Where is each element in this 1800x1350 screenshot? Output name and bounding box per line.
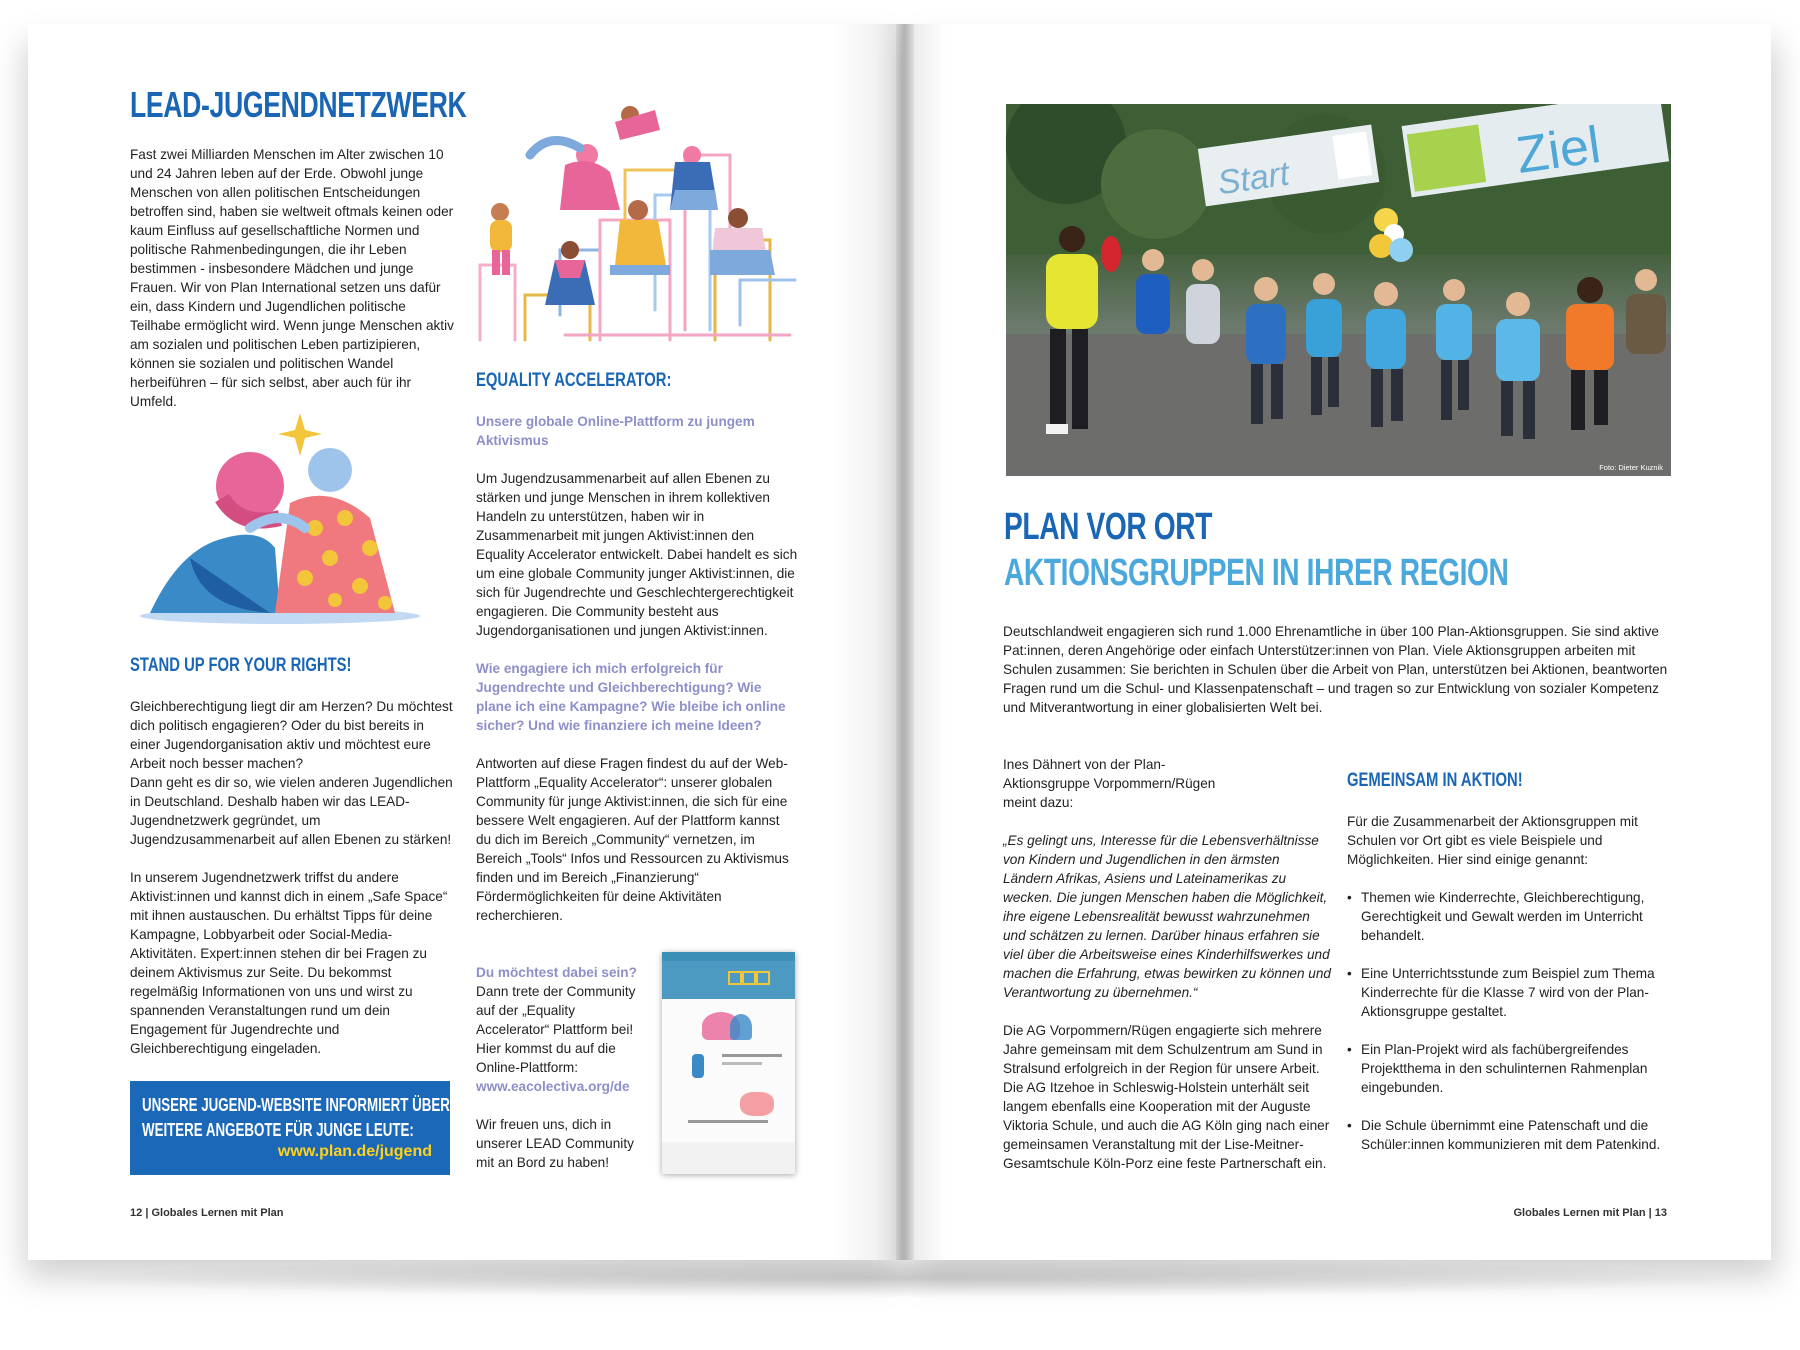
hug-illustration bbox=[130, 408, 440, 628]
lead-intro bbox=[130, 145, 455, 411]
gemeinsam-list bbox=[1347, 888, 1672, 1154]
cta-link[interactable]: www.plan.de/jugend bbox=[277, 1143, 432, 1160]
banner-ziel-text: Ziel bbox=[1512, 115, 1604, 186]
right-footer-sep: | bbox=[1648, 1207, 1655, 1219]
right-page-number: 13 bbox=[1654, 1207, 1667, 1219]
join-block bbox=[476, 963, 648, 1172]
lead-title: LEAD-JUGENDNETZWERK bbox=[130, 84, 467, 125]
book-shadow bbox=[40, 1258, 1760, 1298]
equality-p1: Um Jugendzusammenarbeit auf allen Ebenen zu stärken und junge Menschen in ihrem kollektiven Handeln zu unterstützen, haben wir in Zusammenarbeit mit jungen Aktivist:innen den Equality Accelerator entwickelt. Dabei handelt es sich um eine globale Community junger Aktivist:innen, die sich für Jugendrechte und Geschlechtergerechtigkeit engagieren. Die Community besteht aus Jugendorganisationen und jungen Aktivist:innen. bbox=[476, 471, 798, 638]
stand-up-p1: Gleichberechtigung liegt dir am Herzen? Du möchtest dich politisch engagieren? Oder du bist bereits in einer Jugendorganisation aktiv und möchtest eure Arbeit noch besser machen? bbox=[130, 699, 453, 771]
cta-line1: UNSERE JUGEND-WEBSITE INFORMIERT ÜBER bbox=[142, 1095, 450, 1115]
quote-text: „Es gelingt uns, Interesse für die Lebensverhältnisse von Kindern und Jugendlichen in den ärmsten Ländern Afrikas, Asiens und Lateinamerikas zu wecken. Die jungen Menschen haben die Möglichkeit, ihre eigene Lebensrealität bewusst wahrzunehmen und schätzen zu lernen. Darüber hinaus erfahren sie viel über die Arbeitsweise eines Kinderhilfswerkes und machen die Erfahrung, etwas bewirken zu können und Verantwortung zu übernehmen.“ bbox=[1003, 833, 1331, 1000]
screenshot-header-bar bbox=[662, 952, 795, 961]
join-question: Du möchtest dabei sein? bbox=[476, 965, 637, 980]
page-gutter bbox=[896, 24, 914, 1260]
left-footer-sep: | bbox=[145, 1207, 152, 1219]
equality-subtitle: Unsere globale Online-Plattform zu jungem Aktivismus bbox=[476, 414, 755, 448]
ag-text: Die AG Vorpommern/Rügen engagierte sich mehrere Jahre gemeinsam mit dem Schulzentrum am Sund in Stralsund erfolgreich in der Region für unsere Arbeit. Die AG Itzehoe in Schleswig-Holstein unterhält seit langem ebenfalls eine Kooperation mit der Auguste Viktoria Schule, und auch die AG Köln ging nach einer gemeinsamen Veranstaltung mit der Lise-Meitner-Gesamtschule Köln-Porz eine feste Partnerschaft ein. bbox=[1003, 1023, 1330, 1171]
list-item: • Ein Plan-Projekt wird als fachübergreifendes Projektthema in den schulinternen Rahmenplan eingebunden. bbox=[1347, 1040, 1672, 1097]
gemeinsam-heading: GEMEINSAM IN AKTION! bbox=[1347, 770, 1523, 791]
lead-intro-text: Fast zwei Milliarden Menschen im Alter zwischen 10 und 24 Jahren leben auf der Erde. Obwohl junge Menschen von allen politischen Entscheidungen betroffen sind, haben sie weltweit oftmals keinen oder kaum Einfluss auf gesellschaftliche Normen und politische Rahmenbedingungen, die ihr Leben bestimmen - insbesondere Mädchen und junge Frauen. Wir von Plan International setzen uns dafür ein, dass Kindern und Jugendlichen politische Teilhabe ermöglicht wird. Wenn junge Menschen aktiv am sozialen und politischen Leben partizipieren, können sie sozialen und politischen Wandel herbeiführen – für sich selbst, aber auch für ihr Umfeld. bbox=[130, 147, 454, 409]
equality-column bbox=[476, 412, 798, 925]
gemeinsam-intro: Für die Zusammenarbeit der Aktionsgruppen mit Schulen vor Ort gibt es viele Beispiele und Möglichkeiten. Hier sind einige genannt: bbox=[1347, 814, 1638, 867]
plan-vor-ort-title: PLAN VOR ORT bbox=[1004, 506, 1213, 548]
list-item: • Themen wie Kinderrechte, Gleichberechtigung, Gerechtigkeit und Gewalt werden im Unterricht behandelt. bbox=[1347, 888, 1672, 945]
photo-scene bbox=[1006, 104, 1671, 476]
right-footer bbox=[1514, 1207, 1668, 1219]
screenshot-hero bbox=[662, 961, 795, 999]
left-footer bbox=[130, 1207, 284, 1219]
stairs-illustration bbox=[470, 100, 800, 345]
list-item: • Die Schule übernimmt eine Patenschaft und die Schüler:innen kommunizieren mit dem Patenkind. bbox=[1347, 1116, 1672, 1154]
platform-screenshot bbox=[662, 952, 795, 1174]
school-run-photo bbox=[1006, 104, 1671, 476]
join-end: Wir freuen uns, dich in unserer LEAD Community mit an Bord zu haben! bbox=[476, 1117, 634, 1170]
stand-up-body bbox=[130, 697, 455, 1058]
equality-questions: Wie engagiere ich mich erfolgreich für Jugendrechte und Gleichberechtigung? Wie plane ich eine Kampagne? Wie bleibe ich online sicher? Und wie finanziere ich meine Ideen? bbox=[476, 661, 786, 733]
stand-up-p3: In unserem Jugendnetzwerk triffst du andere Aktivist:innen und kannst dich in einem „Safe Space“ mit ihnen austauschen. Du erhältst Tipps für deine Kampagne, Lobbyarbeit oder Social-Media-Aktivitäten. Expert:innen stehen dir bei Fragen zu deinem Aktivismus zur Seite. Du bekommst regelmäßig Informationen von uns und wirst zu spannenden Veranstaltungen rund um dein Engagement für Jugendrechte und Gleichberechtigung eingeladen. bbox=[130, 870, 448, 1056]
aktionsgruppen-subtitle: AKTIONSGRUPPEN IN IHRER REGION bbox=[1004, 552, 1509, 594]
equality-p2: Antworten auf diese Fragen findest du auf der Web-Plattform „Equality Accelerator“: unserer globalen Community für junge Aktivist:innen, die sich für eine bessere Welt engagieren. Auf der Plattform kannst du dich im Bereich „Community“ vernetzen, im Bereich „Tools“ Infos und Ressourcen zu Aktivismus finden und im Bereich „Finanzierung“ Fördermöglichkeiten für deine Aktivitäten recherchieren. bbox=[476, 756, 789, 923]
quote-column bbox=[1003, 755, 1333, 1173]
list-item: • Eine Unterrichtsstunde zum Beispiel zum Thema Kinderrechte für die Klasse 7 wird von der Plan-Aktionsgruppe gestaltet. bbox=[1347, 964, 1672, 1021]
quote-intro: Ines Dähnert von der Plan-Aktionsgruppe Vorpommern/Rügen meint dazu: bbox=[1003, 757, 1216, 810]
left-footer-text: Globales Lernen mit Plan bbox=[151, 1207, 284, 1219]
left-page-number: 12 bbox=[130, 1207, 143, 1219]
stand-up-heading: STAND UP FOR YOUR RIGHTS! bbox=[130, 655, 352, 676]
cta-line2: WEITERE ANGEBOTE FÜR JUNGE LEUTE: bbox=[142, 1120, 414, 1140]
banner-start-text: Start bbox=[1215, 154, 1292, 203]
youth-website-box bbox=[130, 1081, 450, 1175]
plan-intro: Deutschlandweit engagieren sich rund 1.000 Ehrenamtliche in über 100 Plan-Aktionsgruppen. Sie sind aktive Pat:innen, deren Angehörige oder einfach Unterstützer:innen von Plan. Viele Aktionsgruppen arbeiten mit Schulen zusammen: Sie berichten in Schulen über die Arbeit von Plan, unterstützen bei Aktionen, beantworten Fragen rund um die Schul- und Klassenpatenschaft – und tragen so zur Entwicklung von sozialer Kompetenz und Mitverantwortung in einer globalisierten Welt bei. bbox=[1003, 624, 1668, 715]
right-footer-text: Globales Lernen mit Plan bbox=[1513, 1207, 1646, 1219]
gemeinsam-column bbox=[1347, 812, 1672, 1173]
join-text: Dann trete der Community auf der „Equality Accelerator“ Plattform bei! Hier kommst du auf die Online-Plattform: bbox=[476, 984, 636, 1075]
photo-credit: Foto: Dieter Kuznik bbox=[1599, 463, 1663, 472]
stand-up-p2: Dann geht es dir so, wie vielen anderen Jugendlichen in Deutschland. Deshalb haben wir das LEAD-Jugendnetzwerk gegründet, um Jugendzusammenarbeit auf allen Ebenen zu stärken! bbox=[130, 775, 453, 847]
join-link[interactable]: www.eacolectiva.org/de bbox=[476, 1079, 630, 1094]
equality-heading: EQUALITY ACCELERATOR: bbox=[476, 370, 672, 391]
